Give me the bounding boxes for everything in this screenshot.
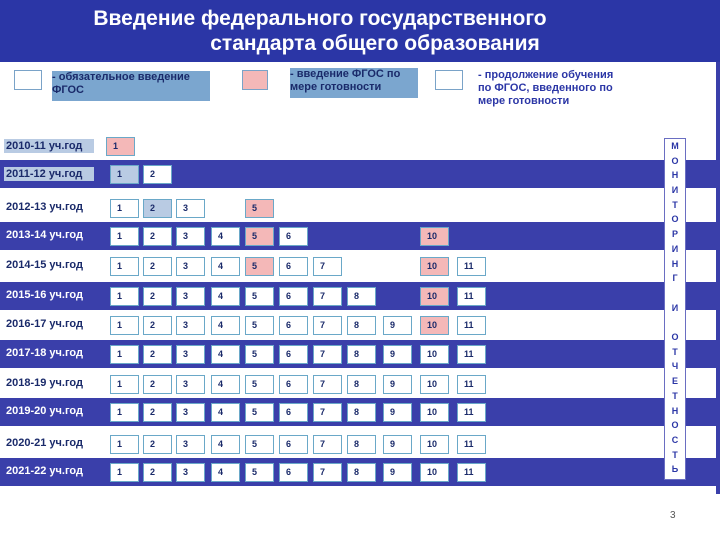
- class-cell: 1: [110, 257, 139, 276]
- class-cell: 3: [176, 227, 205, 246]
- class-cell: 8: [347, 463, 376, 482]
- monitoring-letter: Т: [672, 449, 678, 460]
- monitoring-letter: Н: [671, 405, 679, 416]
- class-cell: 10: [420, 345, 449, 364]
- class-cell: 3: [176, 403, 205, 422]
- class-cell: 6: [279, 227, 308, 246]
- class-cell: 1: [106, 137, 135, 156]
- monitoring-letter: О: [671, 420, 679, 431]
- class-cell: 2: [143, 257, 172, 276]
- year-label: 2011-12 уч.год: [4, 167, 94, 181]
- class-cell: 1: [110, 287, 139, 306]
- class-cell: 3: [176, 345, 205, 364]
- class-cell: 1: [110, 403, 139, 422]
- class-cell: 1: [110, 345, 139, 364]
- class-cell: 10: [420, 403, 449, 422]
- class-cell: 6: [279, 375, 308, 394]
- class-cell: 1: [110, 199, 139, 218]
- class-cell: 3: [176, 463, 205, 482]
- class-cell: 4: [211, 316, 240, 335]
- year-row: [0, 222, 716, 250]
- class-cell: 2: [143, 316, 172, 335]
- class-cell: 10: [420, 227, 449, 246]
- title-line-1: Введение федерального государственного: [93, 7, 547, 30]
- class-cell: 1: [110, 375, 139, 394]
- class-cell: 5: [245, 463, 274, 482]
- class-cell: 5: [245, 287, 274, 306]
- class-cell: 5: [245, 316, 274, 335]
- class-cell: 5: [245, 403, 274, 422]
- class-cell: 6: [279, 403, 308, 422]
- class-cell: 9: [383, 403, 412, 422]
- monitoring-letter: С: [671, 434, 679, 445]
- legend-text-readiness: [290, 68, 418, 98]
- class-cell: 7: [313, 463, 342, 482]
- class-cell: 6: [279, 435, 308, 454]
- legend-text-mandatory-value: - обязательное введение ФГОС: [52, 71, 190, 96]
- class-cell: 11: [457, 403, 486, 422]
- class-cell: 6: [279, 345, 308, 364]
- class-cell: 9: [383, 345, 412, 364]
- class-cell: 7: [313, 435, 342, 454]
- class-cell: 3: [176, 316, 205, 335]
- monitoring-letter: Р: [671, 229, 678, 240]
- legend-swatch-mandatory: [14, 70, 42, 90]
- class-cell: 4: [211, 403, 240, 422]
- class-cell: 2: [143, 435, 172, 454]
- monitoring-column: [664, 138, 686, 480]
- year-label: 2016-17 уч.год: [6, 318, 83, 330]
- year-row: [0, 194, 716, 225]
- year-label: 2018-19 уч.год: [6, 377, 83, 389]
- class-cell: 2: [143, 287, 172, 306]
- class-cell: 2: [143, 403, 172, 422]
- class-cell: 7: [313, 345, 342, 364]
- class-cell: 2: [143, 375, 172, 394]
- monitoring-letter: Н: [671, 170, 679, 181]
- class-cell: 10: [420, 257, 449, 276]
- year-label: 2013-14 уч.год: [6, 229, 83, 241]
- class-cell: 8: [347, 316, 376, 335]
- year-label: 2010-11 уч.год: [4, 139, 94, 153]
- class-cell: 8: [347, 287, 376, 306]
- monitoring-letter: М: [671, 141, 679, 151]
- class-cell: 4: [211, 375, 240, 394]
- class-cell: 11: [457, 463, 486, 482]
- legend-swatch-continuation: [435, 70, 463, 90]
- class-cell: 2: [143, 345, 172, 364]
- right-border: [716, 62, 720, 494]
- class-cell: 10: [420, 287, 449, 306]
- class-cell: 9: [383, 463, 412, 482]
- class-cell: 5: [245, 227, 274, 246]
- class-cell: 5: [245, 257, 274, 276]
- class-cell: 7: [313, 316, 342, 335]
- class-cell: 10: [420, 375, 449, 394]
- class-cell: 9: [383, 316, 412, 335]
- class-cell: 9: [383, 375, 412, 394]
- class-cell: 3: [176, 375, 205, 394]
- class-cell: 5: [245, 199, 274, 218]
- class-cell: 8: [347, 435, 376, 454]
- class-cell: 11: [457, 316, 486, 335]
- class-cell: 11: [457, 287, 486, 306]
- class-cell: 7: [313, 257, 342, 276]
- class-cell: 7: [313, 287, 342, 306]
- class-cell: 7: [313, 375, 342, 394]
- class-cell: 8: [347, 345, 376, 364]
- class-cell: 4: [211, 227, 240, 246]
- year-label: 2021-22 уч.год: [6, 465, 83, 477]
- title-banner: [0, 0, 720, 62]
- year-label: 2019-20 уч.год: [6, 405, 83, 417]
- class-cell: 8: [347, 375, 376, 394]
- legend-swatch-readiness: [242, 70, 268, 90]
- class-cell: 3: [176, 257, 205, 276]
- class-cell: 1: [110, 435, 139, 454]
- year-label: 2015-16 уч.год: [6, 289, 83, 301]
- title-line-2: стандарта общего образования: [210, 32, 540, 55]
- monitoring-letter: Н: [671, 258, 679, 269]
- monitoring-letter: Т: [672, 346, 678, 357]
- class-cell: 10: [420, 435, 449, 454]
- class-cell: 4: [211, 463, 240, 482]
- legend-text-readiness-value: - введение ФГОС по мере готовности: [290, 68, 401, 93]
- class-cell: 6: [279, 316, 308, 335]
- class-cell: 4: [211, 257, 240, 276]
- class-cell: 2: [143, 463, 172, 482]
- class-cell: 2: [143, 199, 172, 218]
- monitoring-letter: Т: [672, 390, 678, 401]
- year-label: 2014-15 уч.год: [6, 259, 83, 271]
- monitoring-letter: О: [671, 332, 679, 343]
- monitoring-letter: Г: [672, 273, 678, 284]
- class-cell: 1: [110, 227, 139, 246]
- class-cell: 6: [279, 287, 308, 306]
- class-cell: 3: [176, 287, 205, 306]
- class-cell: 2: [143, 227, 172, 246]
- class-cell: 11: [457, 257, 486, 276]
- monitoring-letter: Т: [672, 199, 678, 210]
- monitoring-letter: И: [671, 185, 679, 196]
- monitoring-letter: Е: [671, 376, 678, 387]
- class-cell: 6: [279, 463, 308, 482]
- class-cell: 4: [211, 287, 240, 306]
- class-cell: 5: [245, 375, 274, 394]
- year-row: [0, 252, 716, 280]
- page-number: 3: [670, 510, 676, 521]
- monitoring-letter: Ь: [671, 464, 679, 475]
- class-cell: 6: [279, 257, 308, 276]
- year-label: 2017-18 уч.год: [6, 347, 83, 359]
- class-cell: 10: [420, 316, 449, 335]
- year-row: [0, 160, 716, 188]
- class-cell: 1: [110, 463, 139, 482]
- class-cell: 8: [347, 403, 376, 422]
- class-cell: 11: [457, 435, 486, 454]
- class-cell: 4: [211, 345, 240, 364]
- legend-text-continuation-value: - продолжение обучения по ФГОС, введенного по мере готовности: [478, 69, 614, 107]
- legend-text-continuation: [478, 69, 618, 108]
- class-cell: 1: [110, 165, 139, 184]
- monitoring-letter: Ч: [671, 361, 679, 372]
- class-cell: 10: [420, 463, 449, 482]
- class-cell: 11: [457, 375, 486, 394]
- class-cell: 3: [176, 199, 205, 218]
- year-label: 2012-13 уч.год: [6, 201, 83, 213]
- class-cell: 3: [176, 435, 205, 454]
- page-title: [0, 6, 720, 56]
- class-cell: 4: [211, 435, 240, 454]
- year-label: 2020-21 уч.год: [6, 437, 83, 449]
- monitoring-letter: О: [671, 214, 679, 225]
- legend-text-mandatory: [52, 71, 210, 101]
- class-cell: 5: [245, 435, 274, 454]
- class-cell: 1: [110, 316, 139, 335]
- monitoring-letter: О: [671, 155, 679, 166]
- class-cell: 2: [143, 165, 172, 184]
- class-cell: 5: [245, 345, 274, 364]
- monitoring-letter: И: [671, 243, 679, 254]
- monitoring-letter: И: [671, 302, 679, 313]
- class-cell: 7: [313, 403, 342, 422]
- class-cell: 9: [383, 435, 412, 454]
- class-cell: 11: [457, 345, 486, 364]
